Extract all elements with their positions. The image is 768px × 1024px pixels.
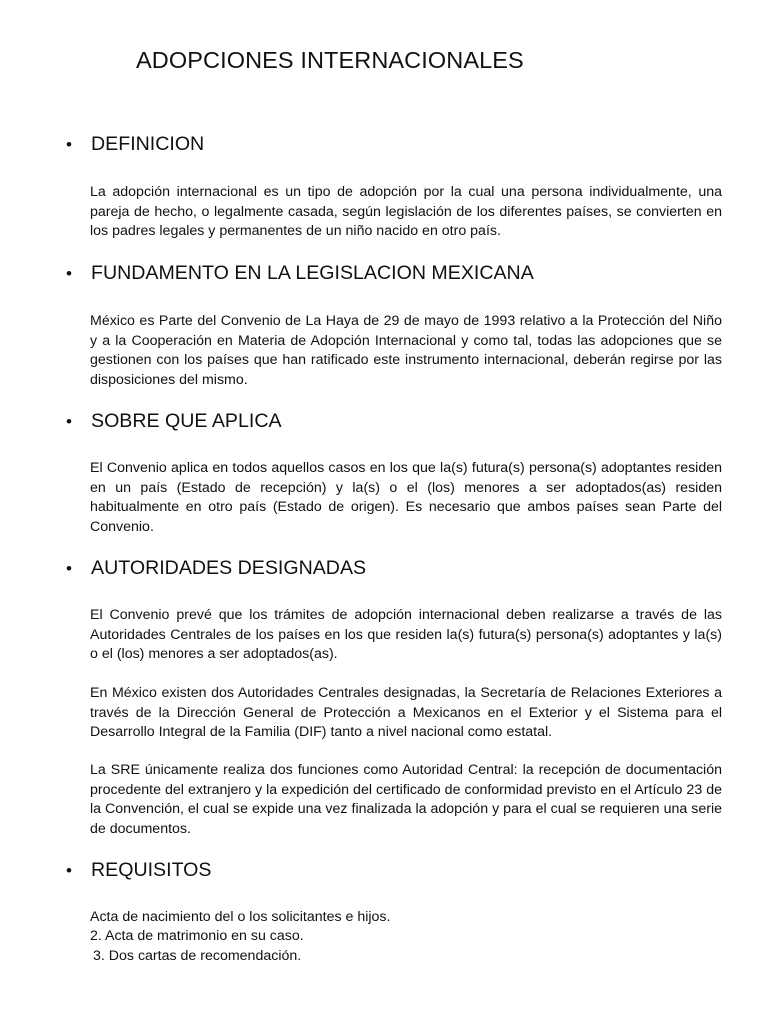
paragraph-definicion: La adopción internacional es un tipo de adopción por la cual una persona individualmente, una pareja de hecho, o legalmente casada, según legislación de los diferentes países, se convierten en los padres legales y permanentes de un niño nacido en otro país. (90, 184, 722, 239)
heading-text: FUNDAMENTO EN LA LEGISLACION MEXICANA (91, 262, 534, 284)
section-heading-definicion (66, 133, 204, 156)
heading-text: SOBRE QUE APLICA (91, 410, 282, 432)
paragraph-sobre-que-aplica: El Convenio aplica en todos aquellos casos en los que la(s) futura(s) persona(s) adoptantes residen en un país (Estado de recepción) y la(s) o el (los) menores a ser adoptados(as) residen habitualmente en otro país (Estado de origen). Es necesario que ambos países sean Parte del Convenio. (90, 460, 722, 535)
heading-text: AUTORIDADES DESIGNADAS (91, 557, 367, 579)
bullet-icon: • (66, 264, 72, 283)
heading-text: DEFINICION (91, 133, 205, 155)
section-heading-sobre-que-aplica (66, 410, 282, 433)
section-heading-autoridades (66, 557, 366, 580)
paragraph-autoridades-2: En México existen dos Autoridades Centrales designadas, la Secretaría de Relaciones Exteriores a través de la Dirección General de Protección a Mexicanos en el Exterior y el Sistema para el Desarrollo Integral de la Familia (DIF) tanto a nivel nacional como estatal. (90, 685, 722, 740)
paragraph-autoridades-1: El Convenio prevé que los trámites de adopción internacional deben realizarse a través de las Autoridades Centrales de los países en los que residen la(s) futura(s) persona(s) adoptantes y la(s) o el (los) menores a ser adoptados(as). (90, 607, 722, 662)
requisito-item-2: 2. Acta de matrimonio en su caso. (90, 928, 304, 944)
paragraph-autoridades-3: La SRE únicamente realiza dos funciones como Autoridad Central: la recepción de documentación procedente del extranjero y la expedición del certificado de conformidad previsto en el Artículo 23 de la Convención, el cual se expide una vez finalizada la adopción y para el cual se requieren una serie de documentos. (90, 762, 722, 837)
section-heading-requisitos (66, 859, 212, 882)
bullet-icon: • (66, 559, 72, 578)
bullet-icon: • (66, 861, 72, 880)
requisito-item-3: 3. Dos cartas de recomendación. (93, 948, 302, 964)
paragraph-fundamento: México es Parte del Convenio de La Haya de 29 de mayo de 1993 relativo a la Protección del Niño y a la Cooperación en Materia de Adopción Internacional y como tal, todas las adopciones que se gestionen con los países que han ratificado este instrumento internacional, deberán regirse por las disposiciones del mismo. (90, 313, 722, 388)
heading-text: REQUISITOS (91, 859, 212, 881)
requisito-item-1: Acta de nacimiento del o los solicitantes e hijos. (90, 909, 391, 925)
bullet-icon: • (66, 412, 72, 431)
bullet-icon: • (66, 135, 72, 154)
section-heading-fundamento (66, 262, 534, 285)
document-title: ADOPCIONES INTERNACIONALES (136, 47, 524, 73)
